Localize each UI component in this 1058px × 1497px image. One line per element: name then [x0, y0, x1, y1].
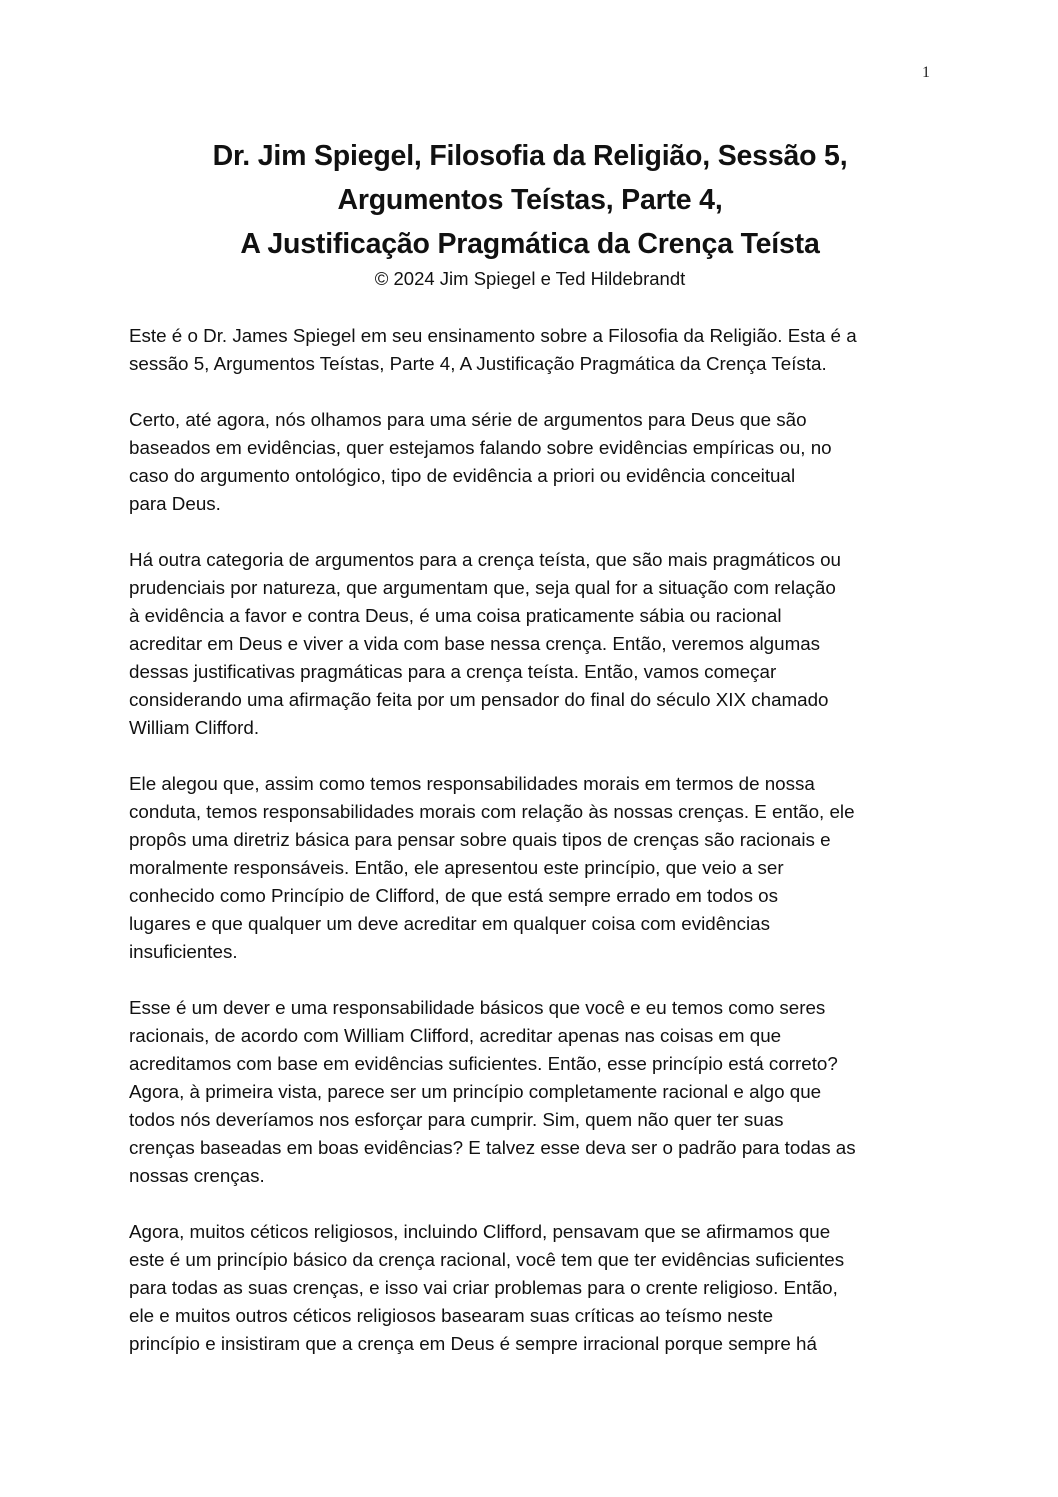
text-line: moralmente responsáveis. Então, ele apresentou este princípio, que veio a ser [129, 857, 784, 878]
page-number: 1 [922, 64, 930, 81]
text-line: acreditar em Deus e viver a vida com base nessa crença. Então, veremos algumas [129, 633, 821, 654]
text-line: princípio e insistiram que a crença em Deus é sempre irracional porque sempre há [129, 1333, 817, 1354]
text-line: lugares e que qualquer um deve acreditar em qualquer coisa com evidências [129, 913, 771, 934]
text-line: racionais, de acordo com William Clifford, acreditar apenas nas coisas em que [129, 1025, 782, 1046]
text-line: ele e muitos outros céticos religiosos basearam suas críticas ao teísmo neste [129, 1305, 774, 1326]
paragraph-2 [129, 406, 949, 518]
text-line: todos nós deveríamos nos esforçar para cumprir. Sim, quem não quer ter suas [129, 1109, 784, 1130]
text-line: nossas crenças. [129, 1165, 265, 1186]
text-line: Esse é um dever e uma responsabilidade básicos que você e eu temos como seres [129, 997, 826, 1018]
text-line: Este é o Dr. James Spiegel em seu ensinamento sobre a Filosofia da Religião. Esta é a [129, 325, 857, 346]
text-line: acreditamos com base em evidências suficientes. Então, esse princípio está correto? [129, 1053, 838, 1074]
text-line: Agora, à primeira vista, parece ser um princípio completamente racional e algo que [129, 1081, 822, 1102]
document-body [129, 322, 949, 1386]
text-line: conhecido como Princípio de Clifford, de que está sempre errado em todos os [129, 885, 779, 906]
text-line: à evidência a favor e contra Deus, é uma coisa praticamente sábia ou racional [129, 605, 782, 626]
paragraph-3 [129, 546, 949, 742]
text-line: insuficientes. [129, 941, 238, 962]
text-line: Certo, até agora, nós olhamos para uma série de argumentos para Deus que são [129, 409, 807, 430]
text-line: propôs uma diretriz básica para pensar sobre quais tipos de crenças são racionais e [129, 829, 831, 850]
text-line: conduta, temos responsabilidades morais com relação às nossas crenças. E então, ele [129, 801, 855, 822]
paragraph-4 [129, 770, 949, 966]
document-header [120, 134, 940, 292]
text-line: Agora, muitos céticos religiosos, incluindo Clifford, pensavam que se afirmamos que [129, 1221, 831, 1242]
title-line-1: Dr. Jim Spiegel, Filosofia da Religião, Sessão 5, [212, 140, 848, 172]
text-line: prudenciais por natureza, que argumentam que, seja qual for a situação com relação [129, 577, 836, 598]
paragraph-6 [129, 1218, 949, 1358]
text-line: crenças baseadas em boas evidências? E talvez esse deva ser o padrão para todas as [129, 1137, 856, 1158]
text-line: para Deus. [129, 493, 221, 514]
copyright-notice: © 2024 Jim Spiegel e Ted Hildebrandt [374, 268, 686, 289]
text-line: baseados em evidências, quer estejamos falando sobre evidências empíricas ou, no [129, 437, 832, 458]
title-line-3: A Justificação Pragmática da Crença Teísta [240, 228, 820, 260]
title-line-2: Argumentos Teístas, Parte 4, [337, 184, 723, 216]
paragraph-1 [129, 322, 949, 378]
paragraph-5 [129, 994, 949, 1190]
text-line: dessas justificativas pragmáticas para a crença teísta. Então, vamos começar [129, 661, 777, 682]
text-line: sessão 5, Argumentos Teístas, Parte 4, A Justificação Pragmática da Crença Teísta. [129, 353, 827, 374]
text-line: caso do argumento ontológico, tipo de evidência a priori ou evidência conceitual [129, 465, 796, 486]
text-line: para todas as suas crenças, e isso vai criar problemas para o crente religioso. Então, [129, 1277, 838, 1298]
text-line: William Clifford. [129, 717, 260, 738]
text-line: Ele alegou que, assim como temos responsabilidades morais em termos de nossa [129, 773, 815, 794]
text-line: considerando uma afirmação feita por um pensador do final do século XIX chamado [129, 689, 829, 710]
text-line: Há outra categoria de argumentos para a crença teísta, que são mais pragmáticos ou [129, 549, 842, 570]
text-line: este é um princípio básico da crença racional, você tem que ter evidências suficientes [129, 1249, 845, 1270]
